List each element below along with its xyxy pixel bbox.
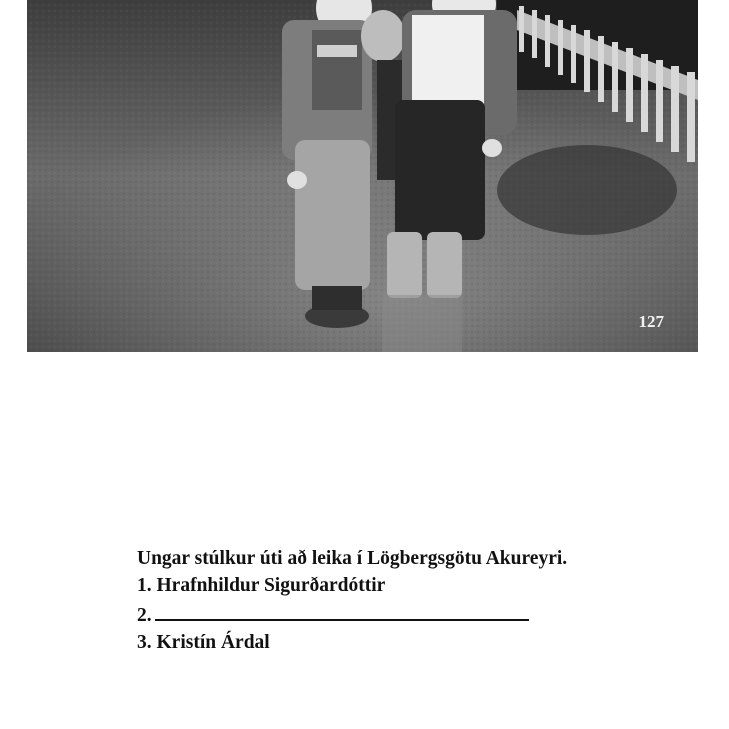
person-entry-1: [137, 572, 697, 599]
caption-title: Ungar stúlkur úti að leika í Lögbergsgötu Akureyri.: [137, 548, 568, 569]
person-number: 2.: [137, 605, 152, 626]
photo-number: 127: [638, 312, 664, 331]
person-name: Kristín Árdal: [156, 632, 270, 653]
photo-scene: [27, 0, 698, 352]
person-number: 3.: [137, 632, 152, 653]
person-name: Hrafnhildur Sigurðardóttir: [156, 575, 386, 596]
blank-name-line: [155, 599, 529, 621]
person-entry-2: [137, 599, 697, 629]
person-number: 1.: [137, 575, 152, 596]
person-entry-3: [137, 629, 697, 656]
photograph: [27, 0, 698, 352]
child-left: [282, 0, 372, 328]
photo-caption: [137, 545, 697, 656]
